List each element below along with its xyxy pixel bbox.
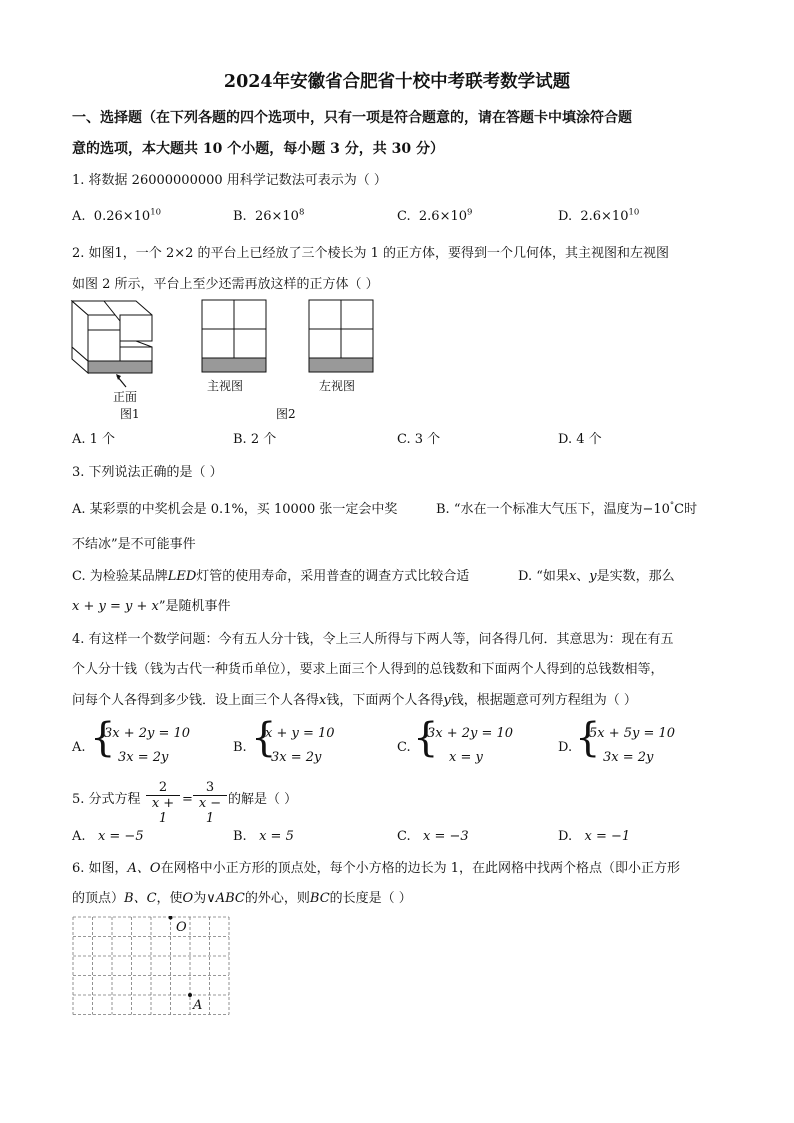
q4-option-a-label: A. bbox=[72, 740, 86, 755]
q1-option-a: A. $0.26\times 10^{10}$ bbox=[72, 207, 162, 224]
q1-option-c: C. $2.6\times 10^9$ bbox=[397, 207, 473, 224]
q4-option-c-system: { 3x + 2y = 10 x = y bbox=[413, 715, 514, 765]
q4-option-a-system: { 3x + 2y = 10 3x = 2y bbox=[90, 715, 191, 765]
q4-option-d-label: D. bbox=[558, 740, 573, 755]
q3-option-b-continued: 不结冰”是不可能事件 bbox=[72, 537, 196, 552]
q5-fraction-left: $\frac{2}{x + 1}$ bbox=[146, 780, 180, 826]
q5-option-a: A. x = −5 bbox=[72, 829, 144, 844]
q5-option-d: D. x = −1 bbox=[558, 829, 631, 844]
q2-stem-line1: 2. 如图1，一个 2×2 的平台上已经放了三个棱长为 1 的正方体，要得到一个几何体，其主视图和左视图 bbox=[72, 246, 670, 261]
q2-left-view bbox=[308, 299, 374, 375]
q5-option-c: C. x = −3 bbox=[397, 829, 469, 844]
q3-option-c: C. 为检验某品牌LED灯管的使用寿命，采用普查的调查方式比较合适 bbox=[72, 569, 470, 584]
q3-option-d-continued: x + y = y + x”是随机事件 bbox=[72, 599, 231, 614]
q5-prefix: 5. 分式方程 bbox=[72, 792, 141, 807]
q6-label-o: O bbox=[176, 920, 187, 935]
q2-option-c: C. 3 个 bbox=[397, 432, 441, 447]
q2-option-b: B. 2 个 bbox=[233, 432, 277, 447]
q6-point-o bbox=[169, 916, 173, 920]
q1-option-b: B. $26\times 10^8$ bbox=[233, 207, 305, 224]
q5-suffix: 的解是（ ） bbox=[228, 792, 298, 807]
q4-stem-line1: 4. 有这样一个数学问题：今有五人分十钱，令上三人所得与下两人等，问各得几何．其意思为：现在有五 bbox=[72, 632, 674, 647]
section-heading-line2: 意的选项，本大题共 10 个小题，每小题 3 分，共 30 分） bbox=[72, 141, 444, 157]
q6-point-a bbox=[188, 993, 192, 997]
q2-stem-line2: 如图 2 所示，平台上至少还需再放这样的正方体（ ） bbox=[72, 277, 379, 292]
q2-front-arrow-icon bbox=[112, 371, 132, 391]
q2-front-label: 正面 bbox=[113, 390, 138, 404]
q3-option-a: A. 某彩票的中奖机会是 0.1%，买 10000 张一定会中奖 bbox=[72, 502, 398, 517]
q2-figure1-caption: 图1 bbox=[120, 407, 140, 421]
q3-option-b: B. “水在一个标准大气压下，温度为−10°C时 bbox=[436, 500, 698, 517]
q4-option-b-label: B. bbox=[233, 740, 247, 755]
q6-stem-line2: 的顶点）B、C，使O为∨ABC的外心，则BC的长度是（ ） bbox=[72, 891, 412, 906]
q3-stem: 3. 下列说法正确的是（ ） bbox=[72, 465, 223, 480]
q2-figure1-cubes bbox=[68, 297, 158, 379]
q2-main-view bbox=[201, 299, 267, 375]
q4-stem-line3: 问每个人各得到多少钱．设上面三个人各得x钱，下面两个人各得y钱，根据题意可列方程组为（ ） bbox=[72, 693, 637, 708]
page-title: 2024年安徽省合肥省十校中考联考数学试题 bbox=[223, 72, 571, 92]
q1-stem: 1. 将数据 26000000000 用科学记数法可表示为（ ） bbox=[72, 173, 387, 188]
q2-figure2-caption: 图2 bbox=[276, 407, 296, 421]
q2-left-view-label: 左视图 bbox=[319, 379, 356, 393]
q5-fraction-right: $\frac{3}{x - 1}$ bbox=[193, 780, 227, 826]
q3-option-d: D. “如果x、y是实数，那么 bbox=[518, 569, 675, 584]
q5-option-b: B. x = 5 bbox=[233, 829, 294, 844]
q6-stem-line1: 6. 如图，A、O在网格中小正方形的顶点处，每个小方格的边长为 1，在此网格中找两个格点（即小正方形 bbox=[72, 861, 680, 876]
q6-label-a: A bbox=[193, 998, 203, 1013]
q2-option-d: D. 4 个 bbox=[558, 432, 602, 447]
q2-option-a: A. 1 个 bbox=[72, 432, 116, 447]
q4-option-d-system: { 5x + 5y = 10 3x = 2y bbox=[575, 715, 676, 765]
section-heading-line1: 一、选择题（在下列各题的四个选项中，只有一项是符合题意的，请在答题卡中填涂符合题 bbox=[72, 110, 632, 126]
q4-option-c-label: C. bbox=[397, 740, 411, 755]
q2-main-view-label: 主视图 bbox=[207, 379, 244, 393]
q1-option-d: D. $2.6\times 10^{10}$ bbox=[558, 207, 640, 224]
q6-grid-figure bbox=[72, 916, 234, 1018]
q4-stem-line2: 个人分十钱（钱为古代一种货币单位），要求上面三个人得到的总钱数和下面两个人得到的总钱数相等， bbox=[72, 662, 664, 677]
q4-option-b-system: { x + y = 10 3x = 2y bbox=[251, 715, 335, 765]
q5-equals: = bbox=[182, 792, 193, 807]
